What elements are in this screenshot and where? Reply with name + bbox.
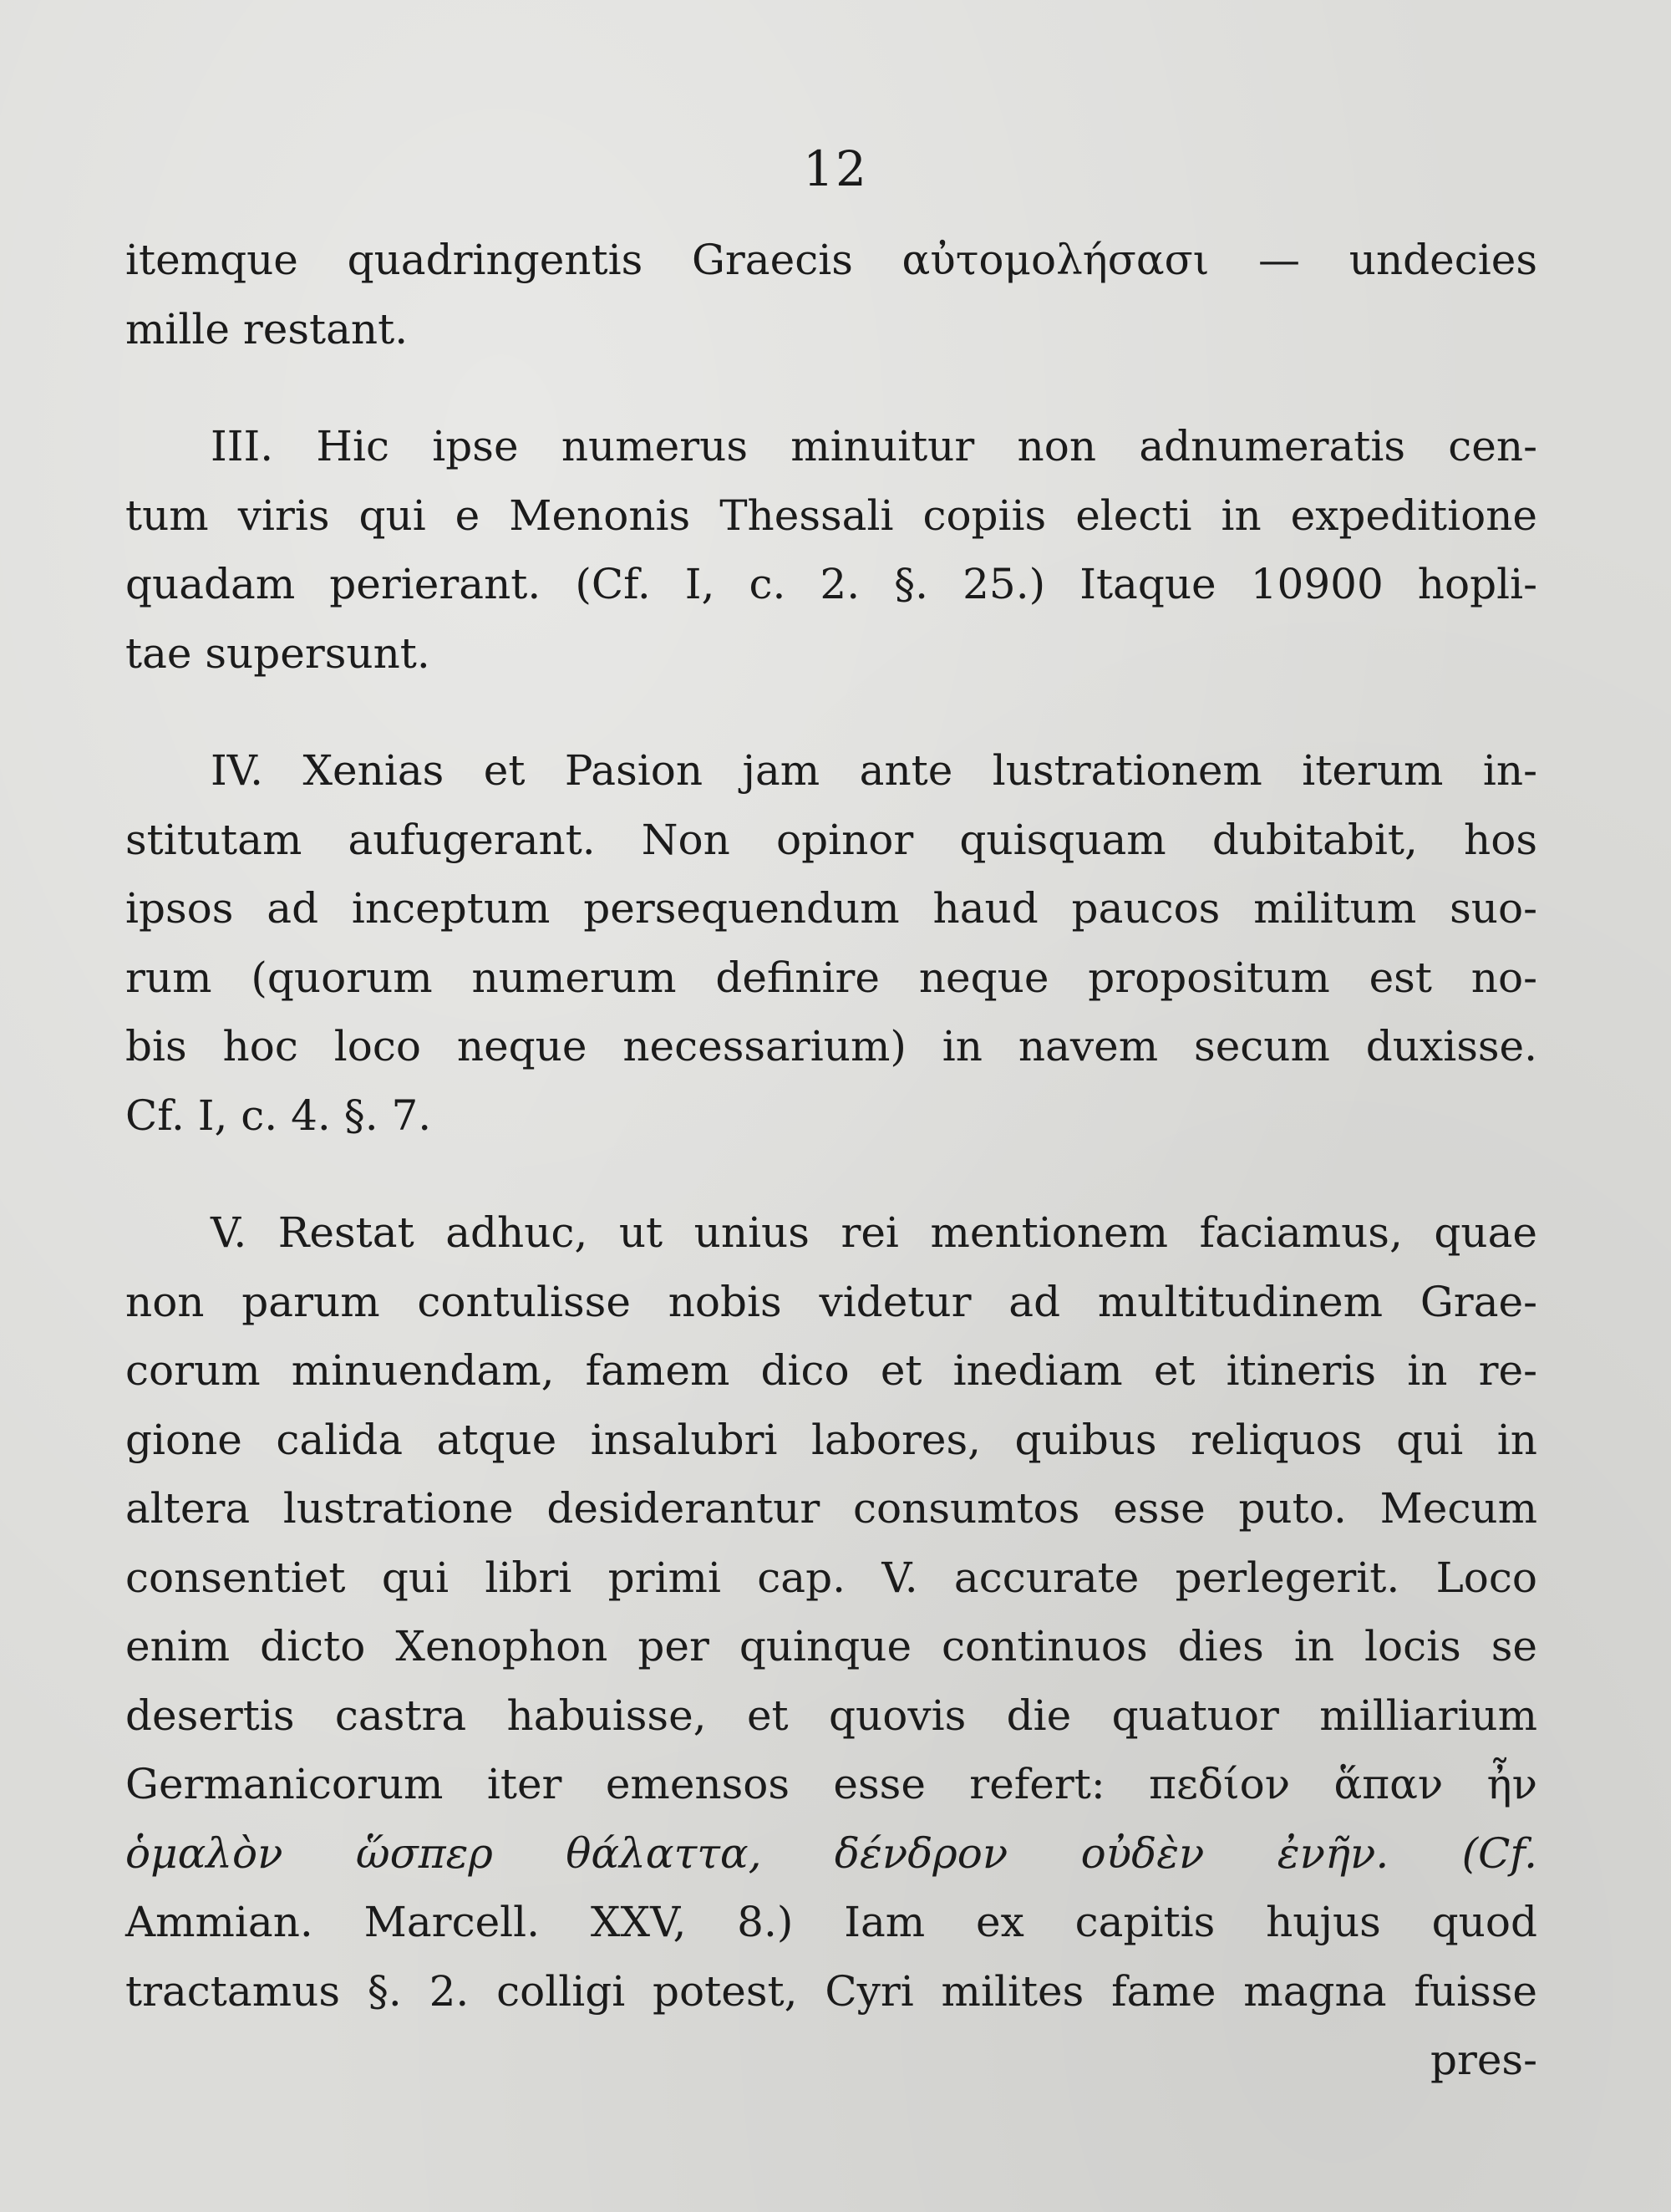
text-line [125, 1543, 1537, 1613]
line-21: Germanicorum iter emensos esse refert: πεδίον ἅπαν ἦν [125, 1760, 1537, 1808]
line-19: enim dicto Xenophon per quinque continuos dies in locis se [125, 1622, 1537, 1670]
line-15: corum minuendam, famem dico et inediam et itineris in re- [125, 1346, 1537, 1395]
line-4: tum viris qui e Menonis Thessali copiis electi in expeditione [125, 491, 1537, 540]
text-line [125, 226, 1537, 295]
text-line [125, 1888, 1537, 1957]
line-22-greek: ὁμαλὸν ὥσπερ θάλαττα, δένδρον οὐδὲν ἐνῆν. (Cf. [125, 1828, 1537, 1878]
line-18: consentiet qui libri primi cap. V. accurate perlegerit. Loco [125, 1553, 1537, 1602]
line-14: non parum contulisse nobis videtur ad multitudinem Grae- [125, 1277, 1537, 1326]
text-line [125, 1681, 1537, 1751]
text-line [125, 1336, 1537, 1406]
text-line [125, 1012, 1537, 1081]
page-number: 12 [803, 140, 868, 197]
text-line [125, 943, 1537, 1013]
line-13: V. Restat adhuc, ut unius rei mentionem faciamus, quae [211, 1208, 1537, 1257]
body-text [125, 226, 1537, 2095]
text-line: Cf. I, c. 4. §. 7. [125, 1091, 432, 1140]
text-line [125, 481, 1537, 551]
text-line [125, 1750, 1537, 1819]
line-8: stitutam aufugerant. Non opinor quisquam dubitabit, hos [125, 815, 1537, 864]
line-10: rum (quorum numerum definire neque propositum est no- [125, 953, 1537, 1002]
line-7: IV. Xenias et Pasion jam ante lustrationem iterum in- [211, 746, 1537, 795]
text-line [125, 1198, 1537, 1268]
line-24: tractamus §. 2. colligi potest, Cyri milites fame magna fuisse [125, 1966, 1537, 2016]
text-line [125, 550, 1537, 619]
line-20: desertis castra habuisse, et quovis die quatuor milliarium [125, 1691, 1537, 1740]
text-line [125, 1819, 1537, 1889]
line-17: altera lustratione desiderantur consumtos esse puto. Mecum [125, 1484, 1537, 1533]
text-line: tae supersunt. [125, 628, 430, 678]
text-line [125, 1612, 1537, 1681]
catchword: pres- [1430, 2036, 1537, 2084]
text-line [125, 806, 1537, 875]
text-line [125, 1474, 1537, 1543]
line-23: Ammian. Marcell. XXV, 8.) Iam ex capitis hujus quod [125, 1898, 1537, 1946]
line-1: itemque quadringentis Graecis αὐτομολήσασι — undecies [125, 236, 1537, 284]
line-11: bis hoc loco neque necessarium) in navem secum duxisse. [125, 1022, 1537, 1070]
text-line [125, 736, 1537, 806]
line-16: gione calida atque insalubri labores, quibus reliquos qui in [125, 1415, 1537, 1464]
text-line [125, 412, 1537, 481]
line-9: ipsos ad inceptum persequendum haud paucos militum suo- [125, 884, 1537, 933]
text-line [125, 874, 1537, 943]
text-line [125, 1957, 1537, 2026]
text-line: mille restant. [125, 304, 409, 353]
line-3: III. Hic ipse numerus minuitur non adnumeratis cen- [211, 422, 1537, 470]
text-line [125, 1268, 1537, 1337]
text-line [125, 1406, 1537, 1475]
line-5: quadam perierant. (Cf. I, c. 2. §. 25.) Itaque 10900 hopli- [125, 560, 1537, 608]
